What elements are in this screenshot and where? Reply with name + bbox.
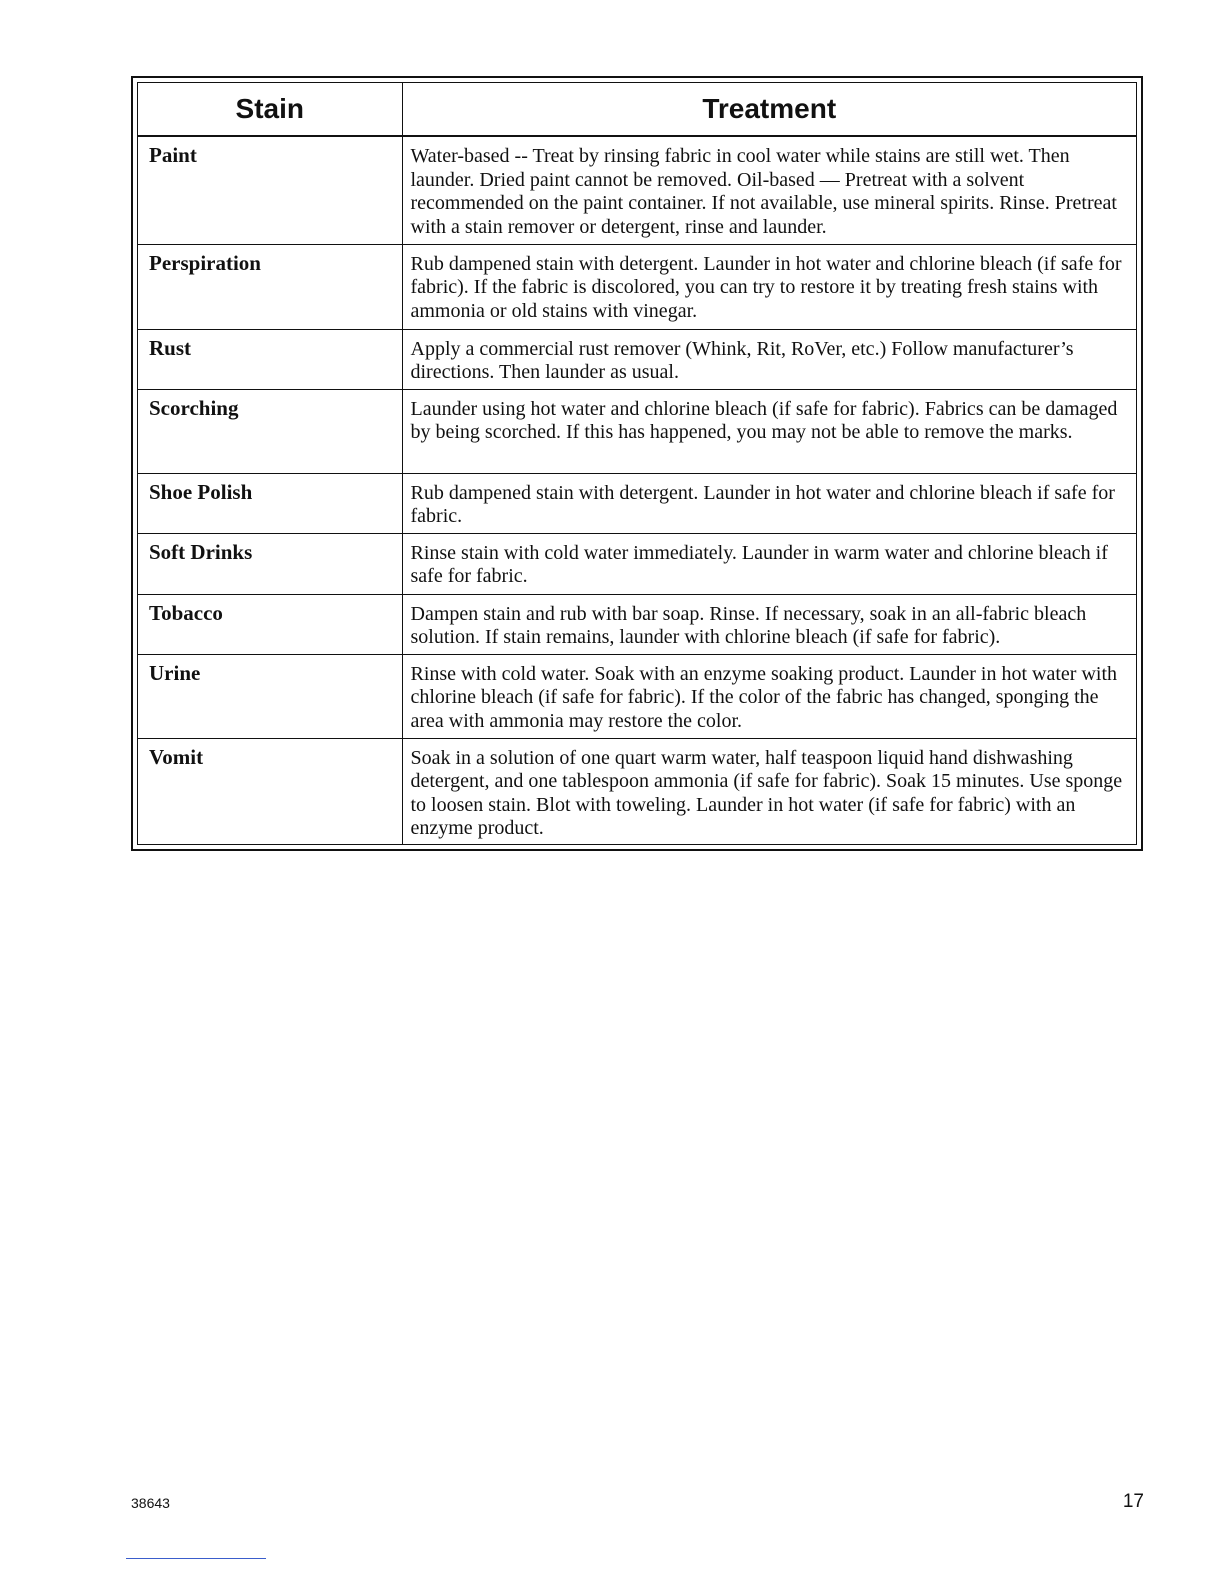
stain-name: Shoe Polish: [138, 473, 402, 533]
treatment-text: Apply a commercial rust remover (Whink, Rit, RoVer, etc.) Follow manufacturer’s directions. Then launder as usual.: [402, 329, 1136, 389]
treatment-text: Water-based -- Treat by rinsing fabric in cool water while stains are still wet. Then launder. Dried paint cannot be removed. Oil-based — Pretreat with a solvent recommended on the paint container. If not available, use mineral spirits. Rinse. Pretreat with a stain remover or detergent, rinse and launder.: [402, 136, 1136, 244]
table-row: [138, 594, 1136, 654]
table-row: [138, 533, 1136, 594]
stain-name: Scorching: [138, 389, 402, 473]
treatment-text: Rinse with cold water. Soak with an enzyme soaking product. Launder in hot water with chlorine bleach (if safe for fabric). If the color of the fabric has changed, sponging the area with ammonia may restore the color.: [402, 654, 1136, 738]
treatment-text: Launder using hot water and chlorine bleach (if safe for fabric). Fabrics can be damaged by being scorched. If this has happened, you may not be able to remove the marks.: [402, 389, 1136, 473]
table-row: [138, 329, 1136, 389]
table-row: [138, 244, 1136, 329]
stain-name: Vomit: [138, 738, 402, 845]
stain-column-header: Stain: [138, 83, 402, 136]
stain-name: Rust: [138, 329, 402, 389]
stain-treatment-table-inner: [137, 82, 1137, 845]
stain-name: Urine: [138, 654, 402, 738]
footer-rule: [126, 1558, 266, 1559]
table-row: [138, 389, 1136, 473]
table-row: [138, 738, 1136, 845]
stain-treatment-table-frame: [131, 76, 1143, 851]
document-number: 38643: [131, 1495, 170, 1511]
table-row: [138, 473, 1136, 533]
table-row: [138, 136, 1136, 244]
stain-name: Perspiration: [138, 244, 402, 329]
table-row: [138, 654, 1136, 738]
stain-treatment-table: [138, 83, 1136, 845]
treatment-text: Soak in a solution of one quart warm water, half teaspoon liquid hand dishwashing detergent, and one tablespoon ammonia (if safe for fabric). Soak 15 minutes. Use sponge to loosen stain. Blot with toweling. Launder in hot water (if safe for fabric) with an enzyme product.: [402, 738, 1136, 845]
stain-name: Paint: [138, 136, 402, 244]
treatment-column-header: Treatment: [402, 83, 1136, 136]
treatment-text: Rub dampened stain with detergent. Launder in hot water and chlorine bleach if safe for fabric.: [402, 473, 1136, 533]
table-header-row: [138, 83, 1136, 136]
stain-name: Tobacco: [138, 594, 402, 654]
stain-name: Soft Drinks: [138, 533, 402, 594]
page-number: 17: [1122, 1491, 1144, 1512]
treatment-text: Rinse stain with cold water immediately. Launder in warm water and chlorine bleach if safe for fabric.: [402, 533, 1136, 594]
treatment-text: Rub dampened stain with detergent. Launder in hot water and chlorine bleach (if safe for fabric). If the fabric is discolored, you can try to restore it by treating fresh stains with ammonia or old stains with vinegar.: [402, 244, 1136, 329]
treatment-text: Dampen stain and rub with bar soap. Rinse. If necessary, soak in an all-fabric bleach solution. If stain remains, launder with chlorine bleach (if safe for fabric).: [402, 594, 1136, 654]
